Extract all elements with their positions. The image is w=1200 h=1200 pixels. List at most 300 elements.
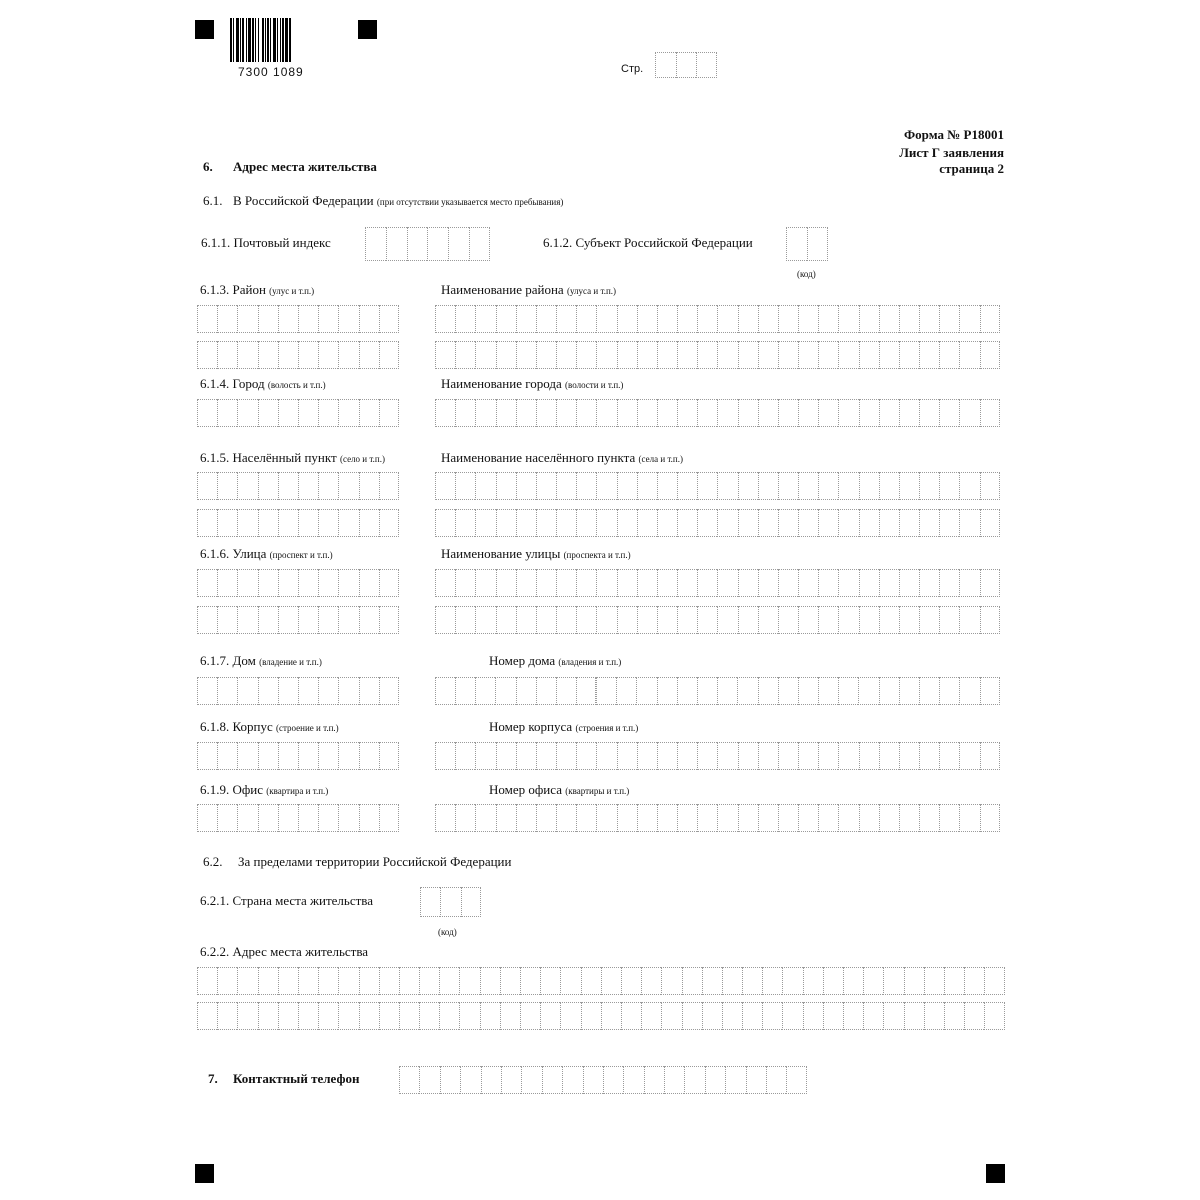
form-cell[interactable] (338, 1002, 358, 1030)
form-cell[interactable] (475, 509, 495, 537)
form-cell[interactable] (838, 742, 858, 770)
form-cell[interactable] (197, 305, 217, 333)
form-cell[interactable] (237, 305, 257, 333)
form-cell[interactable] (657, 677, 677, 705)
form-cell[interactable] (617, 804, 637, 832)
form-cell[interactable] (258, 569, 278, 597)
form-cell[interactable] (717, 399, 737, 427)
form-cell[interactable] (318, 305, 338, 333)
form-cell[interactable] (939, 606, 959, 634)
form-cell[interactable] (596, 804, 616, 832)
form-cell[interactable] (980, 569, 1000, 597)
form-cell[interactable] (359, 804, 379, 832)
form-cell[interactable] (576, 509, 596, 537)
form-cell[interactable] (778, 742, 798, 770)
form-cell[interactable] (459, 967, 479, 995)
form-cell[interactable] (939, 341, 959, 369)
form-cell[interactable] (702, 1002, 722, 1030)
form-cell[interactable] (435, 606, 455, 634)
form-cell[interactable] (197, 399, 217, 427)
form-cell[interactable] (556, 305, 576, 333)
form-cell[interactable] (460, 1066, 480, 1094)
form-cell[interactable] (696, 52, 717, 78)
form-cell[interactable] (455, 341, 475, 369)
form-cell[interactable] (581, 1002, 601, 1030)
form-cell[interactable] (980, 399, 1000, 427)
form-cell[interactable] (480, 1002, 500, 1030)
form-cell[interactable] (496, 472, 516, 500)
form-cell[interactable] (637, 509, 657, 537)
form-cell[interactable] (496, 569, 516, 597)
form-cell[interactable] (278, 305, 298, 333)
form-cell[interactable] (617, 606, 637, 634)
form-cell[interactable] (501, 1066, 521, 1094)
form-cell[interactable] (959, 399, 979, 427)
form-cell[interactable] (919, 606, 939, 634)
form-cell[interactable] (455, 804, 475, 832)
form-cell[interactable] (762, 967, 782, 995)
form-cell[interactable] (823, 1002, 843, 1030)
form-cell[interactable] (899, 569, 919, 597)
form-cell[interactable] (904, 967, 924, 995)
form-cell[interactable] (516, 804, 536, 832)
form-cell[interactable] (516, 399, 536, 427)
form-cell[interactable] (448, 227, 469, 261)
form-cell[interactable] (617, 305, 637, 333)
form-cell[interactable] (258, 399, 278, 427)
form-cell[interactable] (798, 472, 818, 500)
form-cell[interactable] (596, 509, 616, 537)
form-cell[interactable] (379, 509, 399, 537)
form-cell[interactable] (617, 569, 637, 597)
form-cell[interactable] (258, 967, 278, 995)
form-cell[interactable] (516, 569, 536, 597)
form-cell[interactable] (939, 472, 959, 500)
form-cell[interactable] (576, 472, 596, 500)
form-cell[interactable] (838, 677, 858, 705)
form-cell[interactable] (859, 509, 879, 537)
form-cell[interactable] (379, 967, 399, 995)
form-cell[interactable] (338, 305, 358, 333)
form-cell[interactable] (944, 967, 964, 995)
form-cell[interactable] (540, 967, 560, 995)
form-cell[interactable] (379, 569, 399, 597)
form-cell[interactable] (338, 967, 358, 995)
form-cell[interactable] (596, 742, 616, 770)
form-cell[interactable] (939, 399, 959, 427)
form-cell[interactable] (197, 804, 217, 832)
form-cell[interactable] (197, 569, 217, 597)
form-cell[interactable] (278, 399, 298, 427)
form-cell[interactable] (717, 677, 737, 705)
form-cell[interactable] (676, 52, 697, 78)
form-cell[interactable] (838, 569, 858, 597)
form-cell[interactable] (959, 606, 979, 634)
form-cell[interactable] (386, 227, 407, 261)
form-cell[interactable] (536, 399, 556, 427)
form-cell[interactable] (617, 472, 637, 500)
form-cell[interactable] (798, 341, 818, 369)
form-cell[interactable] (536, 305, 556, 333)
form-cell[interactable] (959, 804, 979, 832)
form-cell[interactable] (435, 677, 455, 705)
form-cell[interactable] (379, 742, 399, 770)
form-cell[interactable] (217, 742, 237, 770)
form-cell[interactable] (399, 967, 419, 995)
form-cell[interactable] (439, 1002, 459, 1030)
form-cell[interactable] (596, 677, 616, 705)
form-cell[interactable] (899, 509, 919, 537)
form-cell[interactable] (778, 509, 798, 537)
form-cell[interactable] (258, 472, 278, 500)
form-cell[interactable] (536, 472, 556, 500)
form-cell[interactable] (818, 472, 838, 500)
form-cell[interactable] (959, 472, 979, 500)
form-cell[interactable] (778, 305, 798, 333)
form-cell[interactable] (758, 677, 778, 705)
form-cell[interactable] (516, 606, 536, 634)
form-cell[interactable] (697, 804, 717, 832)
house-number-cells[interactable] (435, 677, 596, 705)
form-cell[interactable] (258, 341, 278, 369)
form-cell[interactable] (697, 509, 717, 537)
form-cell[interactable] (939, 509, 959, 537)
form-cell[interactable] (435, 569, 455, 597)
form-cell[interactable] (782, 967, 802, 995)
form-cell[interactable] (778, 399, 798, 427)
form-cell[interactable] (258, 606, 278, 634)
form-cell[interactable] (576, 399, 596, 427)
form-cell[interactable] (481, 1066, 501, 1094)
form-cell[interactable] (379, 606, 399, 634)
form-cell[interactable] (475, 472, 495, 500)
form-cell[interactable] (298, 305, 318, 333)
form-cell[interactable] (758, 569, 778, 597)
form-cell[interactable] (338, 742, 358, 770)
form-cell[interactable] (536, 804, 556, 832)
form-cell[interactable] (617, 742, 637, 770)
form-cell[interactable] (786, 227, 807, 261)
form-cell[interactable] (197, 1002, 217, 1030)
form-cell[interactable] (455, 677, 475, 705)
form-cell[interactable] (556, 677, 576, 705)
form-cell[interactable] (318, 742, 338, 770)
form-cell[interactable] (717, 472, 737, 500)
form-cell[interactable] (838, 399, 858, 427)
form-cell[interactable] (435, 509, 455, 537)
form-cell[interactable] (217, 472, 237, 500)
form-cell[interactable] (859, 399, 879, 427)
form-cell[interactable] (657, 509, 677, 537)
form-cell[interactable] (980, 509, 1000, 537)
form-cell[interactable] (798, 509, 818, 537)
form-cell[interactable] (879, 569, 899, 597)
form-cell[interactable] (637, 472, 657, 500)
form-cell[interactable] (879, 472, 899, 500)
form-cell[interactable] (738, 804, 758, 832)
form-cell[interactable] (859, 804, 879, 832)
form-cell[interactable] (596, 569, 616, 597)
form-cell[interactable] (496, 606, 516, 634)
form-cell[interactable] (459, 1002, 479, 1030)
form-cell[interactable] (435, 399, 455, 427)
form-cell[interactable] (516, 677, 536, 705)
form-cell[interactable] (197, 509, 217, 537)
form-cell[interactable] (838, 341, 858, 369)
form-cell[interactable] (596, 399, 616, 427)
form-cell[interactable] (758, 341, 778, 369)
form-cell[interactable] (717, 742, 737, 770)
form-cell[interactable] (217, 509, 237, 537)
form-cell[interactable] (803, 1002, 823, 1030)
form-cell[interactable] (778, 804, 798, 832)
form-cell[interactable] (758, 742, 778, 770)
postal-code-cells[interactable] (365, 227, 490, 261)
form-cell[interactable] (455, 305, 475, 333)
form-cell[interactable] (697, 472, 717, 500)
form-cell[interactable] (338, 399, 358, 427)
form-cell[interactable] (738, 399, 758, 427)
form-cell[interactable] (379, 472, 399, 500)
form-cell[interactable] (722, 967, 742, 995)
form-cell[interactable] (778, 569, 798, 597)
form-cell[interactable] (746, 1066, 766, 1094)
form-cell[interactable] (980, 472, 1000, 500)
form-cell[interactable] (899, 305, 919, 333)
form-cell[interactable] (738, 606, 758, 634)
form-cell[interactable] (581, 967, 601, 995)
form-cell[interactable] (657, 472, 677, 500)
form-cell[interactable] (435, 305, 455, 333)
form-cell[interactable] (536, 606, 556, 634)
form-cell[interactable] (939, 804, 959, 832)
form-cell[interactable] (197, 967, 217, 995)
form-cell[interactable] (738, 742, 758, 770)
form-cell[interactable] (621, 967, 641, 995)
form-cell[interactable] (379, 341, 399, 369)
form-cell[interactable] (859, 472, 879, 500)
form-cell[interactable] (298, 804, 318, 832)
form-cell[interactable] (818, 742, 838, 770)
form-cell[interactable] (495, 677, 515, 705)
form-cell[interactable] (637, 399, 657, 427)
form-cell[interactable] (879, 677, 899, 705)
form-cell[interactable] (717, 606, 737, 634)
form-cell[interactable] (500, 967, 520, 995)
form-cell[interactable] (899, 341, 919, 369)
form-cell[interactable] (576, 305, 596, 333)
form-cell[interactable] (705, 1066, 725, 1094)
form-cell[interactable] (359, 569, 379, 597)
form-cell[interactable] (637, 341, 657, 369)
form-cell[interactable] (258, 742, 278, 770)
form-cell[interactable] (762, 1002, 782, 1030)
form-cell[interactable] (278, 472, 298, 500)
form-cell[interactable] (879, 742, 899, 770)
office-type-cells[interactable] (197, 804, 399, 832)
form-cell[interactable] (677, 742, 697, 770)
form-cell[interactable] (677, 569, 697, 597)
form-cell[interactable] (496, 509, 516, 537)
house-number-cells-extra[interactable] (596, 677, 1000, 705)
form-cell[interactable] (899, 742, 919, 770)
form-cell[interactable] (258, 509, 278, 537)
form-cell[interactable] (298, 967, 318, 995)
form-cell[interactable] (959, 509, 979, 537)
form-cell[interactable] (904, 1002, 924, 1030)
form-cell[interactable] (859, 606, 879, 634)
form-cell[interactable] (657, 305, 677, 333)
country-code-cells[interactable] (420, 887, 481, 917)
form-cell[interactable] (702, 967, 722, 995)
form-cell[interactable] (798, 804, 818, 832)
form-cell[interactable] (338, 677, 358, 705)
form-cell[interactable] (859, 341, 879, 369)
form-cell[interactable] (959, 742, 979, 770)
form-cell[interactable] (318, 606, 338, 634)
form-cell[interactable] (338, 569, 358, 597)
form-cell[interactable] (237, 341, 257, 369)
form-cell[interactable] (278, 742, 298, 770)
form-cell[interactable] (338, 472, 358, 500)
form-cell[interactable] (237, 804, 257, 832)
form-cell[interactable] (516, 341, 536, 369)
form-cell[interactable] (496, 804, 516, 832)
form-cell[interactable] (420, 887, 440, 917)
form-cell[interactable] (682, 1002, 702, 1030)
form-cell[interactable] (217, 1002, 237, 1030)
form-cell[interactable] (657, 804, 677, 832)
form-cell[interactable] (980, 742, 1000, 770)
form-cell[interactable] (818, 677, 838, 705)
form-cell[interactable] (964, 967, 984, 995)
form-cell[interactable] (359, 305, 379, 333)
form-cell[interactable] (798, 305, 818, 333)
form-cell[interactable] (469, 227, 490, 261)
form-cell[interactable] (318, 341, 338, 369)
form-cell[interactable] (536, 509, 556, 537)
form-cell[interactable] (879, 804, 899, 832)
form-cell[interactable] (818, 399, 838, 427)
form-cell[interactable] (697, 341, 717, 369)
form-cell[interactable] (496, 399, 516, 427)
form-cell[interactable] (818, 509, 838, 537)
form-cell[interactable] (803, 967, 823, 995)
form-cell[interactable] (217, 804, 237, 832)
form-cell[interactable] (359, 606, 379, 634)
form-cell[interactable] (959, 569, 979, 597)
form-cell[interactable] (641, 1002, 661, 1030)
form-cell[interactable] (318, 509, 338, 537)
form-cell[interactable] (766, 1066, 786, 1094)
form-cell[interactable] (818, 569, 838, 597)
form-cell[interactable] (637, 305, 657, 333)
subject-code-cells[interactable] (786, 227, 828, 261)
form-cell[interactable] (338, 804, 358, 832)
form-cell[interactable] (359, 341, 379, 369)
form-cell[interactable] (475, 341, 495, 369)
form-cell[interactable] (536, 742, 556, 770)
foreign-address-cells-row-2[interactable] (197, 1002, 1005, 1030)
form-cell[interactable] (419, 967, 439, 995)
form-cell[interactable] (919, 569, 939, 597)
form-cell[interactable] (338, 606, 358, 634)
form-cell[interactable] (556, 606, 576, 634)
form-cell[interactable] (677, 341, 697, 369)
form-cell[interactable] (818, 804, 838, 832)
form-cell[interactable] (540, 1002, 560, 1030)
settlement-name-cells-row-2[interactable] (435, 509, 1000, 537)
form-cell[interactable] (278, 341, 298, 369)
form-cell[interactable] (899, 399, 919, 427)
form-cell[interactable] (684, 1066, 704, 1094)
form-cell[interactable] (556, 399, 576, 427)
form-cell[interactable] (924, 967, 944, 995)
form-cell[interactable] (197, 341, 217, 369)
form-cell[interactable] (655, 52, 676, 78)
form-cell[interactable] (496, 305, 516, 333)
form-cell[interactable] (583, 1066, 603, 1094)
form-cell[interactable] (475, 804, 495, 832)
street-type-cells-row-2[interactable] (197, 606, 399, 634)
form-cell[interactable] (318, 472, 338, 500)
form-cell[interactable] (556, 742, 576, 770)
form-cell[interactable] (258, 677, 278, 705)
form-cell[interactable] (899, 677, 919, 705)
form-cell[interactable] (455, 399, 475, 427)
form-cell[interactable] (899, 606, 919, 634)
form-cell[interactable] (641, 967, 661, 995)
form-cell[interactable] (542, 1066, 562, 1094)
form-cell[interactable] (859, 742, 879, 770)
form-cell[interactable] (758, 305, 778, 333)
form-cell[interactable] (939, 677, 959, 705)
form-cell[interactable] (637, 804, 657, 832)
form-cell[interactable] (435, 341, 455, 369)
form-cell[interactable] (737, 677, 757, 705)
form-cell[interactable] (359, 967, 379, 995)
form-cell[interactable] (278, 1002, 298, 1030)
form-cell[interactable] (298, 677, 318, 705)
form-cell[interactable] (717, 341, 737, 369)
form-cell[interactable] (859, 305, 879, 333)
form-cell[interactable] (217, 677, 237, 705)
form-cell[interactable] (359, 1002, 379, 1030)
form-cell[interactable] (677, 677, 697, 705)
form-cell[interactable] (556, 509, 576, 537)
building-number-cells[interactable] (435, 742, 1000, 770)
form-cell[interactable] (644, 1066, 664, 1094)
form-cell[interactable] (838, 606, 858, 634)
form-cell[interactable] (657, 399, 677, 427)
form-cell[interactable] (500, 1002, 520, 1030)
form-cell[interactable] (516, 472, 536, 500)
form-cell[interactable] (359, 399, 379, 427)
form-cell[interactable] (217, 305, 237, 333)
form-cell[interactable] (338, 341, 358, 369)
form-cell[interactable] (939, 305, 959, 333)
form-cell[interactable] (601, 967, 621, 995)
form-cell[interactable] (778, 606, 798, 634)
form-cell[interactable] (616, 677, 636, 705)
form-cell[interactable] (217, 967, 237, 995)
district-type-cells-row-1[interactable] (197, 305, 399, 333)
form-cell[interactable] (516, 742, 536, 770)
form-cell[interactable] (738, 341, 758, 369)
form-cell[interactable] (407, 227, 428, 261)
form-cell[interactable] (778, 472, 798, 500)
form-cell[interactable] (601, 1002, 621, 1030)
